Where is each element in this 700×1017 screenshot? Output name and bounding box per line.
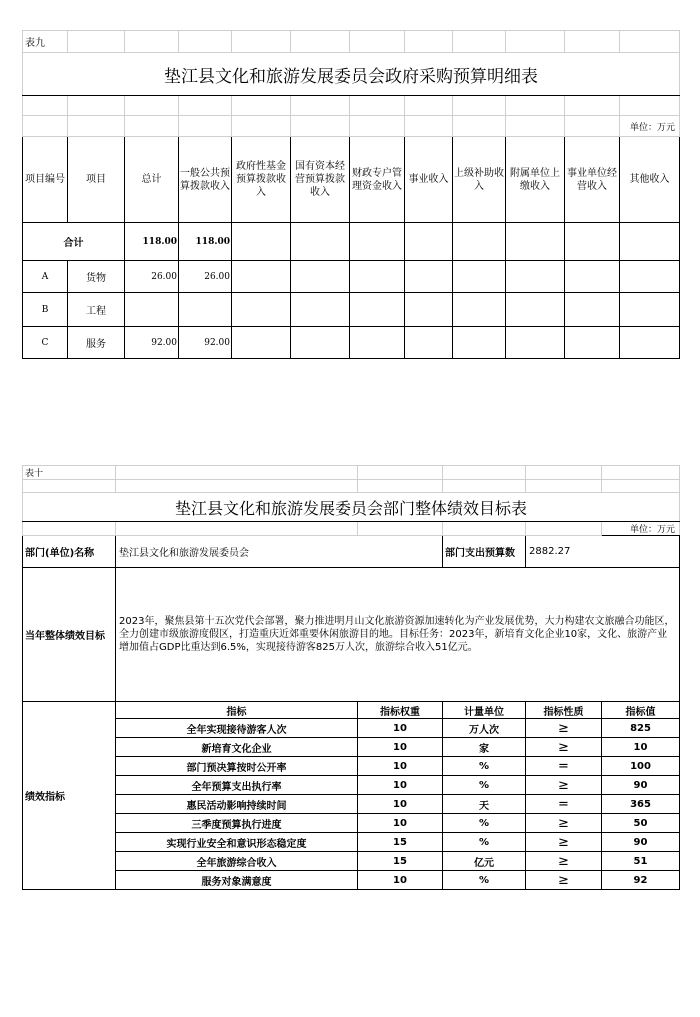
indicator-header: 指标值 — [602, 702, 680, 719]
indicator-header: 指标 — [116, 702, 358, 719]
indicator-header-row — [23, 702, 680, 719]
indicator-name: 实现行业安全和意识形态稳定度 — [116, 833, 358, 852]
indicator-value: 51 — [602, 852, 680, 871]
row-code: A — [23, 261, 68, 293]
indicator-value: 50 — [602, 814, 680, 833]
header-cell: 一般公共预算拨款收入 — [179, 137, 232, 223]
indicator-unit: % — [443, 833, 526, 852]
row-total — [125, 293, 179, 327]
indicator-value: 92 — [602, 871, 680, 890]
indicator-weight: 10 — [358, 795, 443, 814]
header-cell: 其他收入 — [620, 137, 680, 223]
indicator-row — [23, 757, 680, 776]
indicator-header: 指标性质 — [526, 702, 602, 719]
total-row — [23, 223, 680, 261]
header-cell: 项目 — [68, 137, 125, 223]
row-code: B — [23, 293, 68, 327]
indicator-nature: ≥ — [526, 852, 602, 871]
indicator-nature: ≥ — [526, 738, 602, 757]
performance-label: 绩效指标 — [23, 702, 116, 890]
indicator-value: 90 — [602, 776, 680, 795]
indicator-weight: 10 — [358, 776, 443, 795]
department-name: 垫江县文化和旅游发展委员会 — [116, 536, 443, 568]
indicator-nature: ≥ — [526, 719, 602, 738]
indicator-row — [23, 852, 680, 871]
row-name: 货物 — [68, 261, 125, 293]
indicator-nature: ≥ — [526, 814, 602, 833]
row-name: 工程 — [68, 293, 125, 327]
table-title: 垫江县文化和旅游发展委员会部门整体绩效目标表 — [23, 493, 680, 522]
goal-text: 2023年，聚焦县第十五次党代会部署，聚力推进明月山文化旅游资源加速转化为产业发展优势，大力构建农文旅融合功能区，全力创建市级旅游度假区，打造重庆近郊重要休闲旅游目的地。目标任务：2023年，新培育文化企业10家，文化、旅游产业增加值占GDP比重达到6.5%，实现接待游客825万人次，旅游综合收入51亿元。 — [116, 568, 680, 702]
budget-label: 部门支出预算数 — [443, 536, 526, 568]
header-cell: 总计 — [125, 137, 179, 223]
row-general: 92.00 — [179, 327, 232, 359]
indicator-weight: 10 — [358, 871, 443, 890]
indicator-value: 365 — [602, 795, 680, 814]
indicator-name: 部门预决算按时公开率 — [116, 757, 358, 776]
total-value: 118.00 — [125, 223, 179, 261]
indicator-value: 825 — [602, 719, 680, 738]
department-label: 部门(单位)名称 — [23, 536, 116, 568]
row-general: 26.00 — [179, 261, 232, 293]
table-label: 表九 — [23, 31, 68, 53]
indicator-row — [23, 814, 680, 833]
header-cell: 财政专户管理资金收入 — [350, 137, 405, 223]
header-cell: 附属单位上缴收入 — [506, 137, 565, 223]
header-cell: 项目编号 — [23, 137, 68, 223]
indicator-unit: 天 — [443, 795, 526, 814]
table-label: 表十 — [23, 466, 116, 480]
indicator-row — [23, 795, 680, 814]
row-general — [179, 293, 232, 327]
performance-goal-table — [22, 465, 680, 890]
indicator-value: 10 — [602, 738, 680, 757]
indicator-nature: = — [526, 757, 602, 776]
row-total: 92.00 — [125, 327, 179, 359]
goal-row — [23, 568, 680, 702]
table-row — [23, 261, 680, 293]
header-cell: 事业单位经营收入 — [565, 137, 620, 223]
indicator-nature: ≥ — [526, 871, 602, 890]
indicator-unit: 万人次 — [443, 719, 526, 738]
indicator-name: 服务对象满意度 — [116, 871, 358, 890]
indicator-name: 惠民活动影响持续时间 — [116, 795, 358, 814]
header-cell: 上级补助收入 — [453, 137, 506, 223]
department-row — [23, 536, 680, 568]
indicator-name: 新培育文化企业 — [116, 738, 358, 757]
indicator-unit: % — [443, 757, 526, 776]
indicator-weight: 10 — [358, 814, 443, 833]
indicator-unit: % — [443, 814, 526, 833]
indicator-nature: ≥ — [526, 833, 602, 852]
indicator-weight: 10 — [358, 738, 443, 757]
header-cell: 政府性基金预算拨款收入 — [232, 137, 291, 223]
indicator-row — [23, 833, 680, 852]
indicator-unit: 亿元 — [443, 852, 526, 871]
indicator-header: 计量单位 — [443, 702, 526, 719]
indicator-row — [23, 738, 680, 757]
indicator-weight: 10 — [358, 719, 443, 738]
row-name: 服务 — [68, 327, 125, 359]
unit-label: 单位：万元 — [620, 116, 680, 137]
indicator-row — [23, 776, 680, 795]
indicator-weight: 15 — [358, 852, 443, 871]
indicator-name: 三季度预算执行进度 — [116, 814, 358, 833]
header-row — [23, 137, 680, 223]
indicator-value: 100 — [602, 757, 680, 776]
table-row — [23, 327, 680, 359]
indicator-weight: 15 — [358, 833, 443, 852]
total-general: 118.00 — [179, 223, 232, 261]
unit-label: 单位：万元 — [602, 522, 680, 536]
indicator-name: 全年实现接待游客人次 — [116, 719, 358, 738]
indicator-unit: % — [443, 776, 526, 795]
row-code: C — [23, 327, 68, 359]
goal-label: 当年整体绩效目标 — [23, 568, 116, 702]
total-label: 合计 — [23, 223, 125, 261]
indicator-row — [23, 871, 680, 890]
indicator-header: 指标权重 — [358, 702, 443, 719]
budget-value: 2882.27 — [526, 536, 680, 568]
indicator-unit: % — [443, 871, 526, 890]
indicator-name: 全年预算支出执行率 — [116, 776, 358, 795]
indicator-row — [23, 719, 680, 738]
table-row — [23, 293, 680, 327]
procurement-budget-table — [22, 30, 680, 359]
header-cell: 事业收入 — [405, 137, 453, 223]
indicator-nature: = — [526, 795, 602, 814]
indicator-nature: ≥ — [526, 776, 602, 795]
indicator-name: 全年旅游综合收入 — [116, 852, 358, 871]
row-total: 26.00 — [125, 261, 179, 293]
indicator-weight: 10 — [358, 757, 443, 776]
header-cell: 国有资本经营预算拨款收入 — [291, 137, 350, 223]
table-title: 垫江县文化和旅游发展委员会政府采购预算明细表 — [23, 53, 680, 96]
indicator-unit: 家 — [443, 738, 526, 757]
indicator-value: 90 — [602, 833, 680, 852]
